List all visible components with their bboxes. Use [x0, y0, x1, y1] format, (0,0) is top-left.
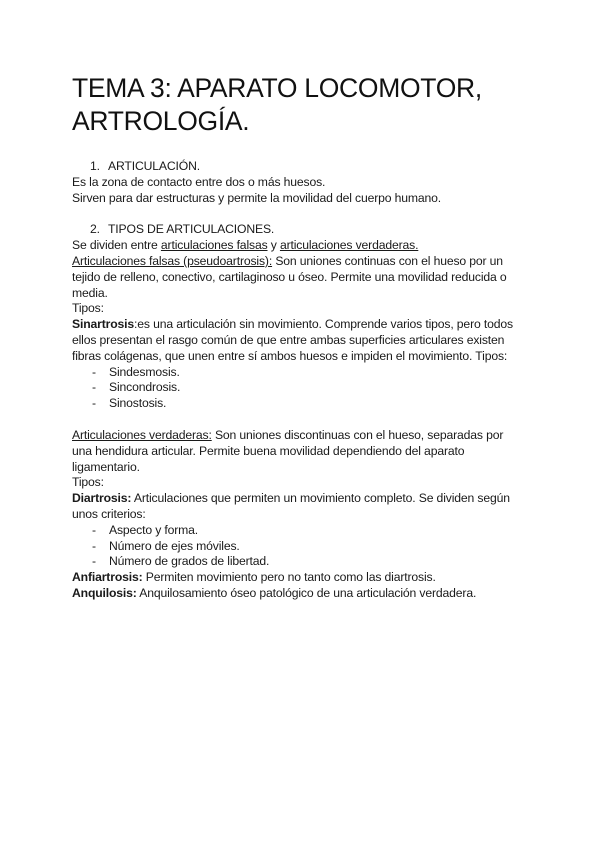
verdaderas-line-2: una hendidura articular. Permite buena movilidad dependiendo del aparato	[72, 443, 465, 458]
sinartrosis-line-3: fibras colágenas, que unen entre sí ambos huesos e impiden el movimiento. Tipos:	[72, 348, 508, 363]
section-2-title: TIPOS DE ARTICULACIONES.	[108, 222, 275, 237]
anfiartrosis-text: Permiten movimiento pero no tanto como las diartrosis.	[142, 570, 436, 585]
title-line-2: ARTROLOGÍA.	[72, 106, 250, 136]
anfiartrosis-term: Anfiartrosis:	[72, 570, 143, 585]
list-item-text: Número de ejes móviles.	[109, 538, 240, 553]
intro-verdaderas: articulaciones verdaderas.	[279, 238, 419, 253]
section-2-number: 2.	[90, 222, 100, 237]
verdaderas-label: Articulaciones verdaderas:	[72, 427, 212, 442]
section-1-title: ARTICULACIÓN.	[108, 159, 200, 173]
verdaderas-line-1	[72, 428, 528, 444]
sinartrosis-types-list	[72, 365, 528, 412]
section-2-heading	[72, 222, 528, 238]
falsas-line-2: tejido de relleno, conectivo, cartilaginoso u óseo. Permite una movilidad reducida o	[72, 269, 507, 284]
anquilosis-line	[72, 586, 528, 602]
diartrosis-text-1: Articulaciones que permiten un movimiento completo. Se dividen según	[131, 491, 510, 506]
section-1-line-1: Es la zona de contacto entre dos o más huesos.	[72, 174, 326, 189]
dash-bullet: -	[92, 364, 96, 379]
falsas-line-3: media.	[72, 285, 108, 300]
list-item-text: Sincondrosis.	[109, 380, 181, 395]
verdaderas-line-3: ligamentario.	[72, 459, 140, 474]
section-1-number: 1.	[90, 159, 100, 173]
intro-falsas: articulaciones falsas	[160, 238, 268, 253]
list-item-text: Número de grados de libertad.	[109, 554, 270, 569]
falsas-line-1	[72, 254, 528, 270]
diartrosis-term: Diartrosis:	[72, 491, 132, 506]
verdaderas-text-1: Son uniones discontinuas con el hueso, separadas por	[211, 427, 504, 442]
sinartrosis-line-1	[72, 317, 528, 333]
diartrosis-line-2: unos criterios:	[72, 506, 146, 521]
list-item-text: Sindesmosis.	[109, 364, 180, 379]
list-item	[72, 554, 528, 570]
falsas-tipos: Tipos:	[72, 301, 104, 316]
diartrosis-criteria-list	[72, 523, 528, 570]
dash-bullet: -	[92, 522, 96, 537]
anquilosis-term: Anquilosis:	[72, 585, 137, 600]
intro-text: Se dividen entre	[72, 238, 161, 253]
dash-bullet: -	[92, 538, 96, 553]
falsas-label: Articulaciones falsas (pseudoartrosis):	[72, 253, 273, 268]
dash-bullet: -	[92, 554, 96, 569]
falsas-text-1: Son uniones continuas con el hueso por un	[272, 253, 503, 268]
section-2-intro	[72, 238, 528, 254]
list-item	[72, 396, 528, 412]
list-item	[72, 539, 528, 555]
list-item	[72, 365, 528, 381]
section-1-heading	[72, 159, 528, 175]
document-body	[72, 147, 528, 602]
sinartrosis-line-2: ellos presentan el rasgo común de que entre ambas superficies articulares existen	[72, 332, 505, 347]
section-1-line-2: Sirven para dar estructuras y permite la movilidad del cuerpo humano.	[72, 190, 442, 205]
list-item	[72, 380, 528, 396]
list-item-text: Sinostosis.	[109, 396, 167, 411]
anfiartrosis-line	[72, 570, 528, 586]
sinartrosis-term: Sinartrosis	[72, 317, 135, 332]
anquilosis-text: Anquilosamiento óseo patológico de una articulación verdadera.	[136, 585, 477, 600]
title-line-1: TEMA 3: APARATO LOCOMOTOR,	[72, 73, 482, 103]
sinartrosis-text-1: :es una articulación sin movimiento. Comprende varios tipos, pero todos	[134, 317, 513, 332]
list-item	[72, 523, 528, 539]
dash-bullet: -	[92, 380, 96, 395]
page-title	[72, 72, 528, 138]
verdaderas-tipos: Tipos:	[72, 475, 104, 490]
dash-bullet: -	[92, 396, 96, 411]
list-item-text: Aspecto y forma.	[109, 522, 199, 537]
intro-mid: y	[267, 238, 280, 253]
diartrosis-line-1	[72, 491, 528, 507]
